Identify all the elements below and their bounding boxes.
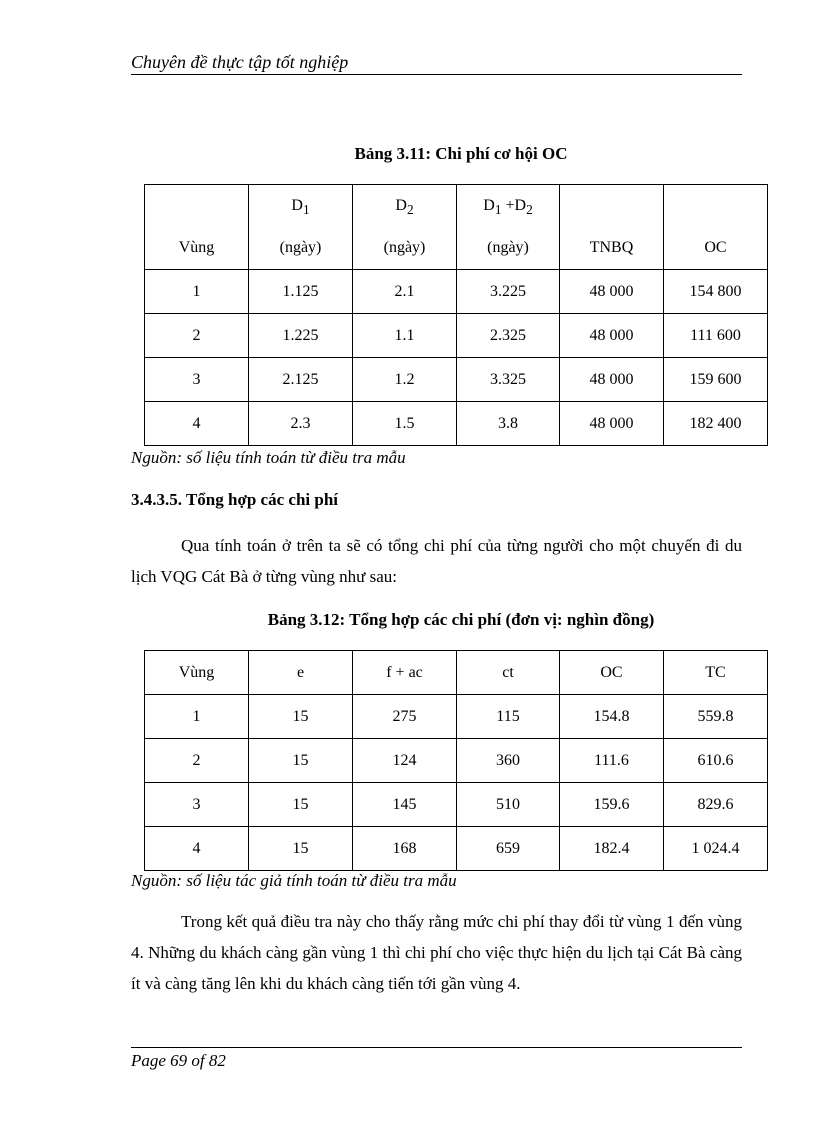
cell: 1.2 — [353, 358, 457, 402]
cell: 829.6 — [664, 783, 768, 827]
table-row — [145, 695, 768, 739]
cell: 275 — [353, 695, 457, 739]
table-row — [145, 358, 768, 402]
cell: 48 000 — [560, 358, 664, 402]
header-cell-region: Vùng — [145, 185, 249, 270]
table-header-row — [145, 651, 768, 695]
cell: 15 — [249, 739, 353, 783]
cell: 111 600 — [664, 314, 768, 358]
table1-source: Nguồn: số liệu tính toán từ điều tra mẫu — [131, 448, 406, 467]
cell: 1.1 — [353, 314, 457, 358]
table1-caption: Bảng 3.11: Chi phí cơ hội OC — [354, 144, 568, 163]
cell: 159 600 — [664, 358, 768, 402]
opportunity-cost-table — [144, 184, 768, 446]
cell: 1 024.4 — [664, 827, 768, 871]
cell: 168 — [353, 827, 457, 871]
cell: 510 — [457, 783, 560, 827]
cell: 3.325 — [457, 358, 560, 402]
cell: 48 000 — [560, 270, 664, 314]
cell: 182 400 — [664, 402, 768, 446]
cell: 559.8 — [664, 695, 768, 739]
cell: 610.6 — [664, 739, 768, 783]
cell: 48 000 — [560, 314, 664, 358]
table-row — [145, 783, 768, 827]
header-cell-tc: TC — [664, 651, 768, 695]
header-cell-region: Vùng — [145, 651, 249, 695]
header-rule — [131, 74, 742, 75]
header-cell-oc: OC — [560, 651, 664, 695]
cell: 3.225 — [457, 270, 560, 314]
paragraph-intro: Qua tính toán ở trên ta sẽ có tổng chi phí của từng người cho một chuyến đi du lịch VQG Cát Bà ở từng vùng như sau: — [131, 536, 742, 586]
header-cell-d2: $D_2$ (ngày) — [353, 185, 457, 270]
cell: 1.225 — [249, 314, 353, 358]
table2-caption: Bảng 3.12: Tổng hợp các chi phí (đơn vị: nghìn đồng) — [267, 610, 655, 629]
paragraph-conclusion: Trong kết quả điều tra này cho thấy rằng mức chi phí thay đổi từ vùng 1 đến vùng 4. Những du khách càng gần vùng 1 thì chi phí cho việc thực hiện du lịch tại Cát Bà càng ít và càng tăng lên khi du khách càng tiến tới gần vùng 4. — [131, 912, 742, 993]
cell: 4 — [145, 827, 249, 871]
cell: 360 — [457, 739, 560, 783]
cell: 15 — [249, 827, 353, 871]
table2-source: Nguồn: số liệu tác giả tính toán từ điều tra mẫu — [131, 871, 457, 890]
table-row — [145, 739, 768, 783]
cell: 154 800 — [664, 270, 768, 314]
cell: 2.125 — [249, 358, 353, 402]
header-cell-tnbq: TNBQ — [560, 185, 664, 270]
table-row — [145, 827, 768, 871]
cell: 659 — [457, 827, 560, 871]
cell: 111.6 — [560, 739, 664, 783]
cell: 3 — [145, 358, 249, 402]
cell: 2.1 — [353, 270, 457, 314]
cell: 1.5 — [353, 402, 457, 446]
header-cell-ct: ct — [457, 651, 560, 695]
page-header-title: Chuyên đề thực tập tốt nghiệp — [131, 52, 349, 72]
cell: 2 — [145, 314, 249, 358]
cell: 4 — [145, 402, 249, 446]
cell: 1 — [145, 270, 249, 314]
table-row — [145, 402, 768, 446]
cell: 2.3 — [249, 402, 353, 446]
header-cell-d1-plus-d2: $D_1 +D_2$ (ngày) — [457, 185, 560, 270]
header-cell-e: e — [249, 651, 353, 695]
total-cost-table — [144, 650, 768, 871]
cell: 48 000 — [560, 402, 664, 446]
cell: 154.8 — [560, 695, 664, 739]
footer-rule — [131, 1047, 742, 1048]
cell: 159.6 — [560, 783, 664, 827]
section-heading: 3.4.3.5. Tổng hợp các chi phí — [131, 490, 339, 509]
cell: 3 — [145, 783, 249, 827]
cell: 2.325 — [457, 314, 560, 358]
cell: 15 — [249, 783, 353, 827]
table-row — [145, 314, 768, 358]
page-number: Page 69 of 82 — [131, 1051, 226, 1070]
cell: 15 — [249, 695, 353, 739]
cell: 3.8 — [457, 402, 560, 446]
cell: 115 — [457, 695, 560, 739]
cell: 1.125 — [249, 270, 353, 314]
cell: 182.4 — [560, 827, 664, 871]
cell: 2 — [145, 739, 249, 783]
header-cell-oc: OC — [664, 185, 768, 270]
table-header-row — [145, 185, 768, 270]
header-cell-f-ac: f + ac — [353, 651, 457, 695]
cell: 124 — [353, 739, 457, 783]
header-cell-d1: $D_1$ (ngày) — [249, 185, 353, 270]
cell: 145 — [353, 783, 457, 827]
table-row — [145, 270, 768, 314]
cell: 1 — [145, 695, 249, 739]
